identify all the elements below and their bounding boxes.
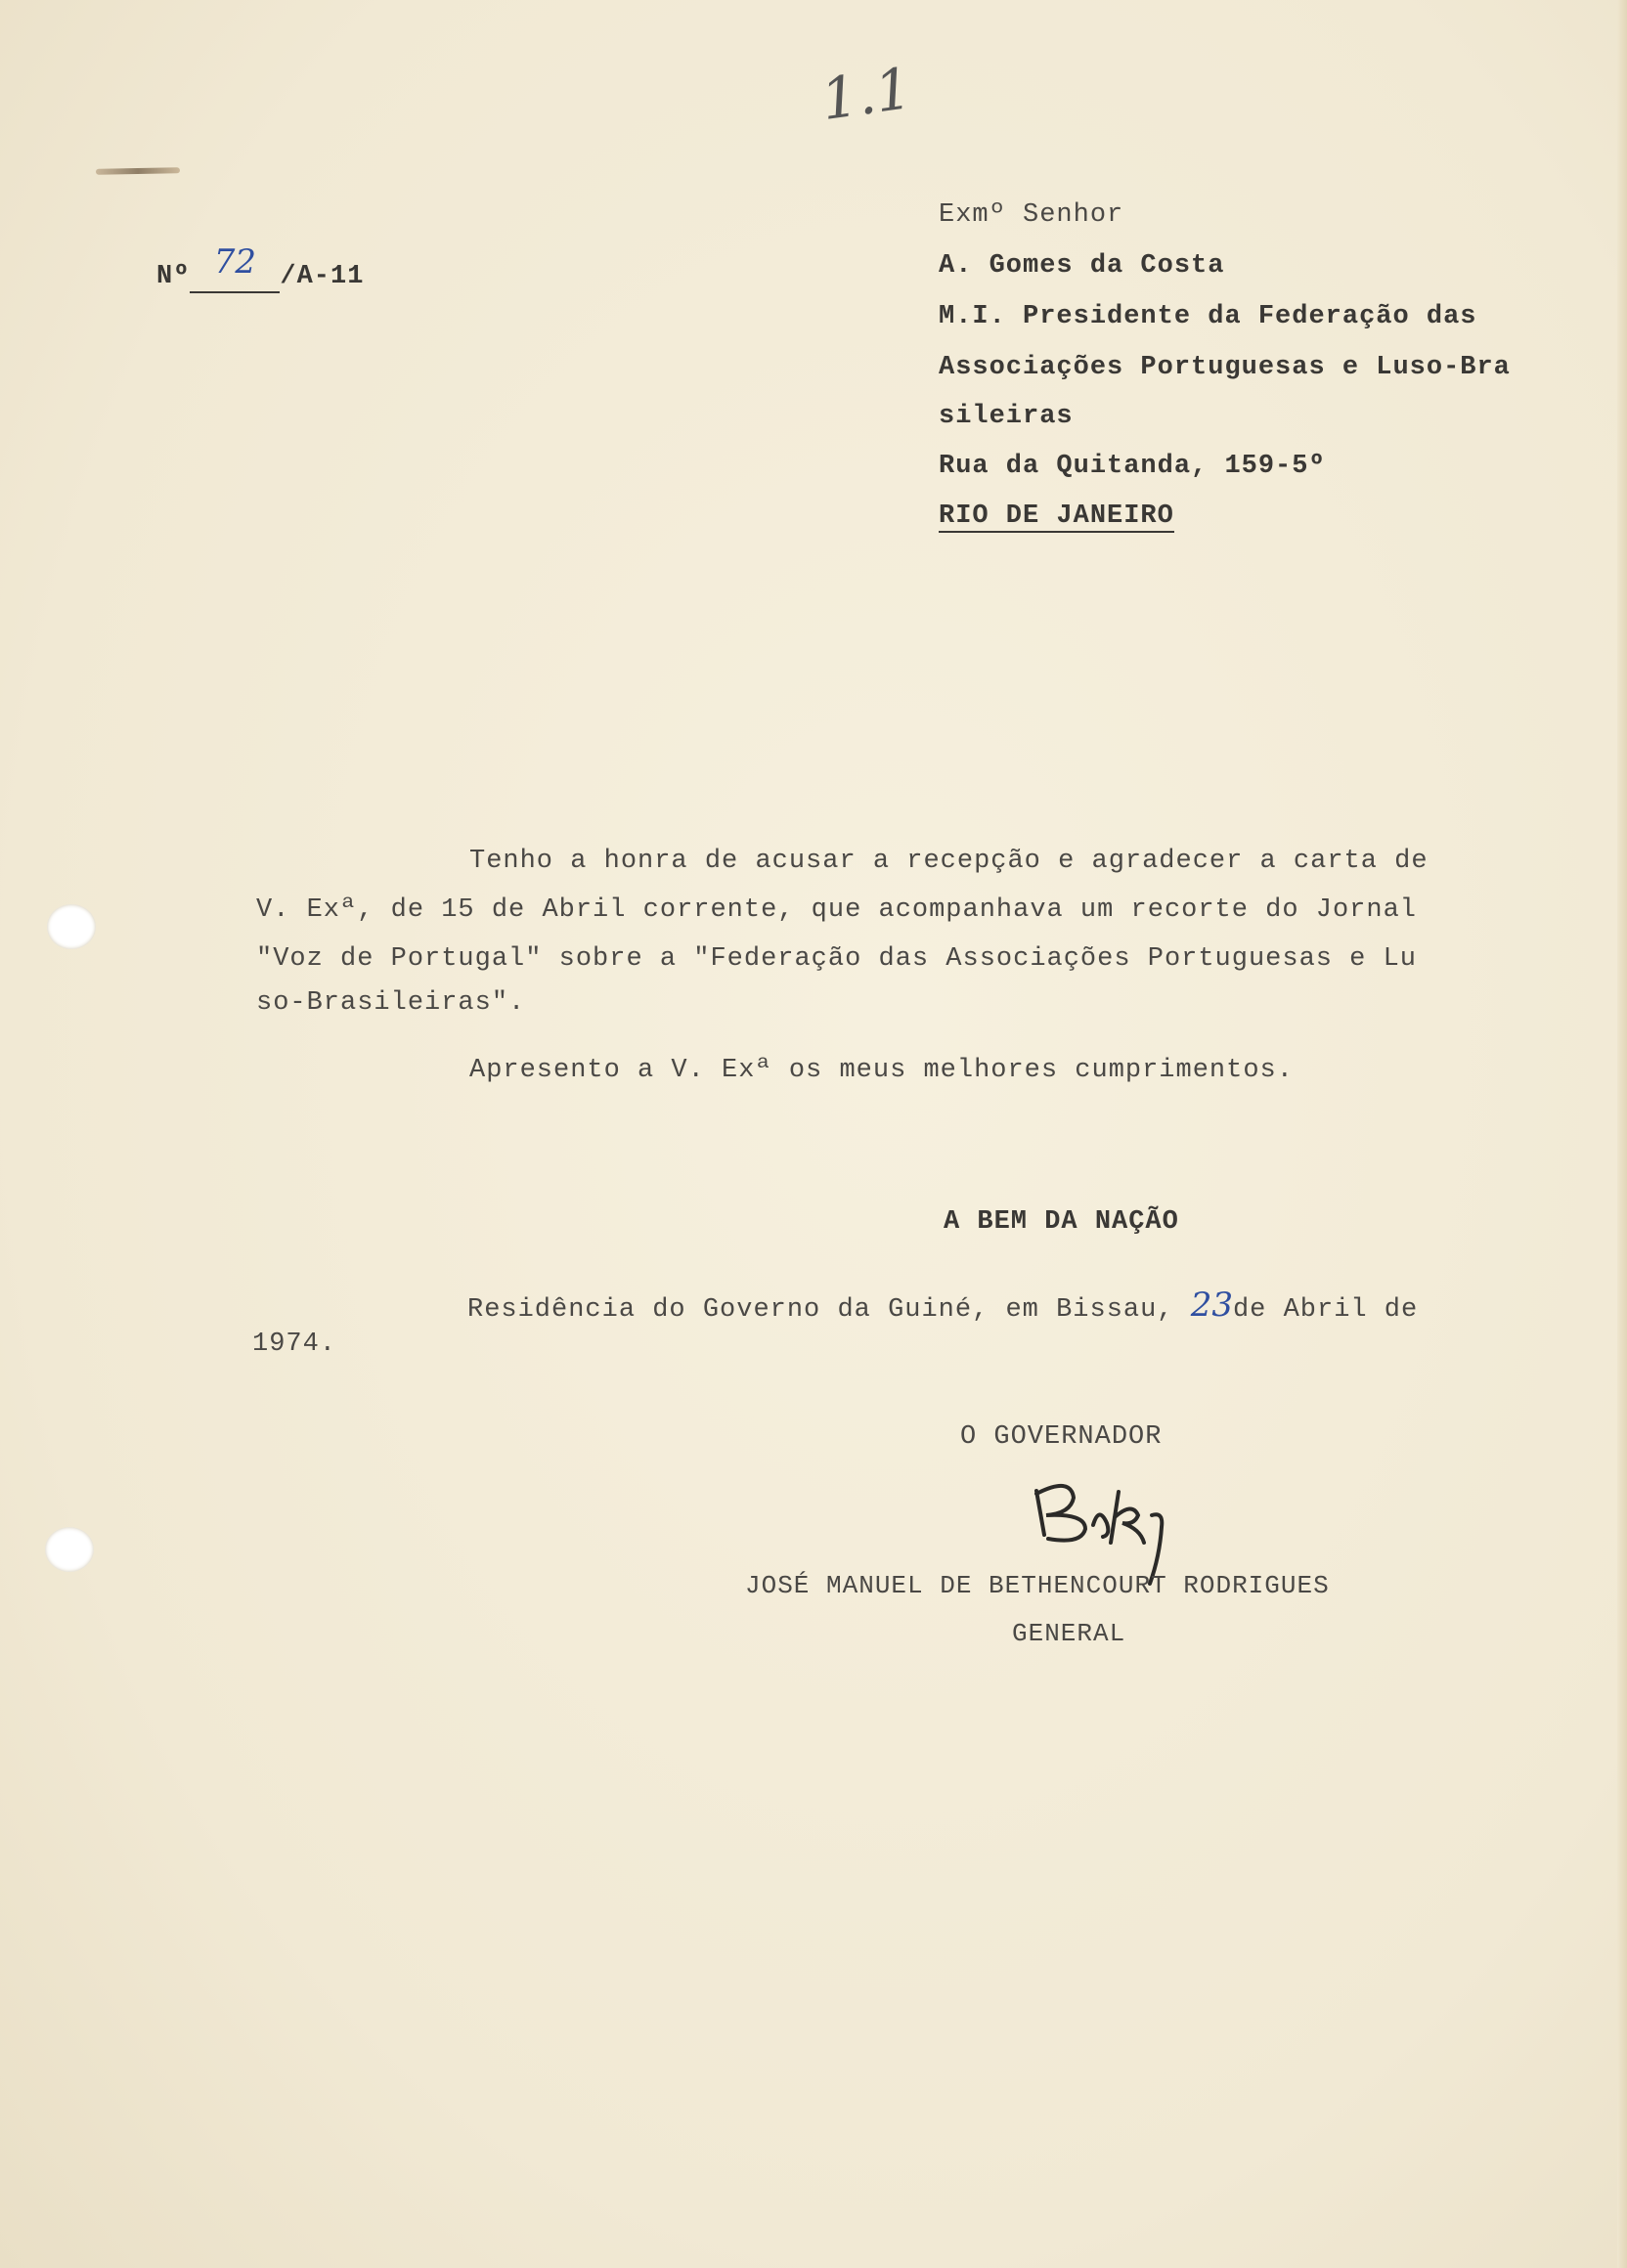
punch-hole-top <box>47 904 96 949</box>
punch-hole-bottom <box>45 1527 94 1572</box>
motto: A BEM DA NAÇÃO <box>944 1207 1179 1237</box>
reference-suffix: /A-11 <box>280 262 365 291</box>
addressee-name: A. Gomes da Costa <box>939 251 1225 281</box>
signatory-role: O GOVERNADOR <box>960 1422 1163 1452</box>
addressee-street: Rua da Quitanda, 159-5º <box>939 452 1326 481</box>
place-text: Residência do Governo da Guiné, em Bissau, <box>467 1295 1174 1325</box>
body-line-4: so-Brasileiras". <box>256 988 526 1018</box>
body-closing: Apresento a V. Exª os meus melhores cumprimentos. <box>469 1056 1294 1085</box>
body-line-2: V. Exª, de 15 de Abril corrente, que acompanhava um recorte do Jornal <box>256 895 1417 925</box>
addressee-title-line1: M.I. Presidente da Federação das <box>939 302 1477 331</box>
addressee-title-line2: Associações Portuguesas e Luso-Bra <box>939 353 1511 382</box>
date-year: 1974. <box>252 1330 337 1359</box>
body-line-3: "Voz de Portugal" sobre a "Federação das Associações Portuguesas e Lu <box>256 944 1417 974</box>
reference-number <box>156 242 365 293</box>
page-number-mark: 1.1 <box>816 54 916 134</box>
addressee-salutation: Exmº Senhor <box>939 200 1124 230</box>
addressee-title-line3: sileiras <box>939 402 1074 431</box>
body-line-1: Tenho a honra de acusar a recepção e agradecer a carta de <box>469 847 1429 876</box>
handwritten-day: 23 <box>1190 1286 1233 1325</box>
reference-handwritten-number: 72 <box>213 242 257 282</box>
signatory-name: JOSÉ MANUEL DE BETHENCOURT RODRIGUES <box>745 1571 1330 1600</box>
date-month-text: de Abril de <box>1232 1295 1419 1325</box>
signatory-rank: GENERAL <box>1012 1619 1126 1648</box>
place-date-line <box>467 1286 1418 1325</box>
paper-edge <box>1617 0 1627 2268</box>
addressee-city <box>939 502 1174 531</box>
reference-prefix: Nº <box>156 262 191 291</box>
reference-number-field <box>190 242 280 293</box>
addressee-city-text: RIO DE JANEIRO <box>939 502 1174 531</box>
